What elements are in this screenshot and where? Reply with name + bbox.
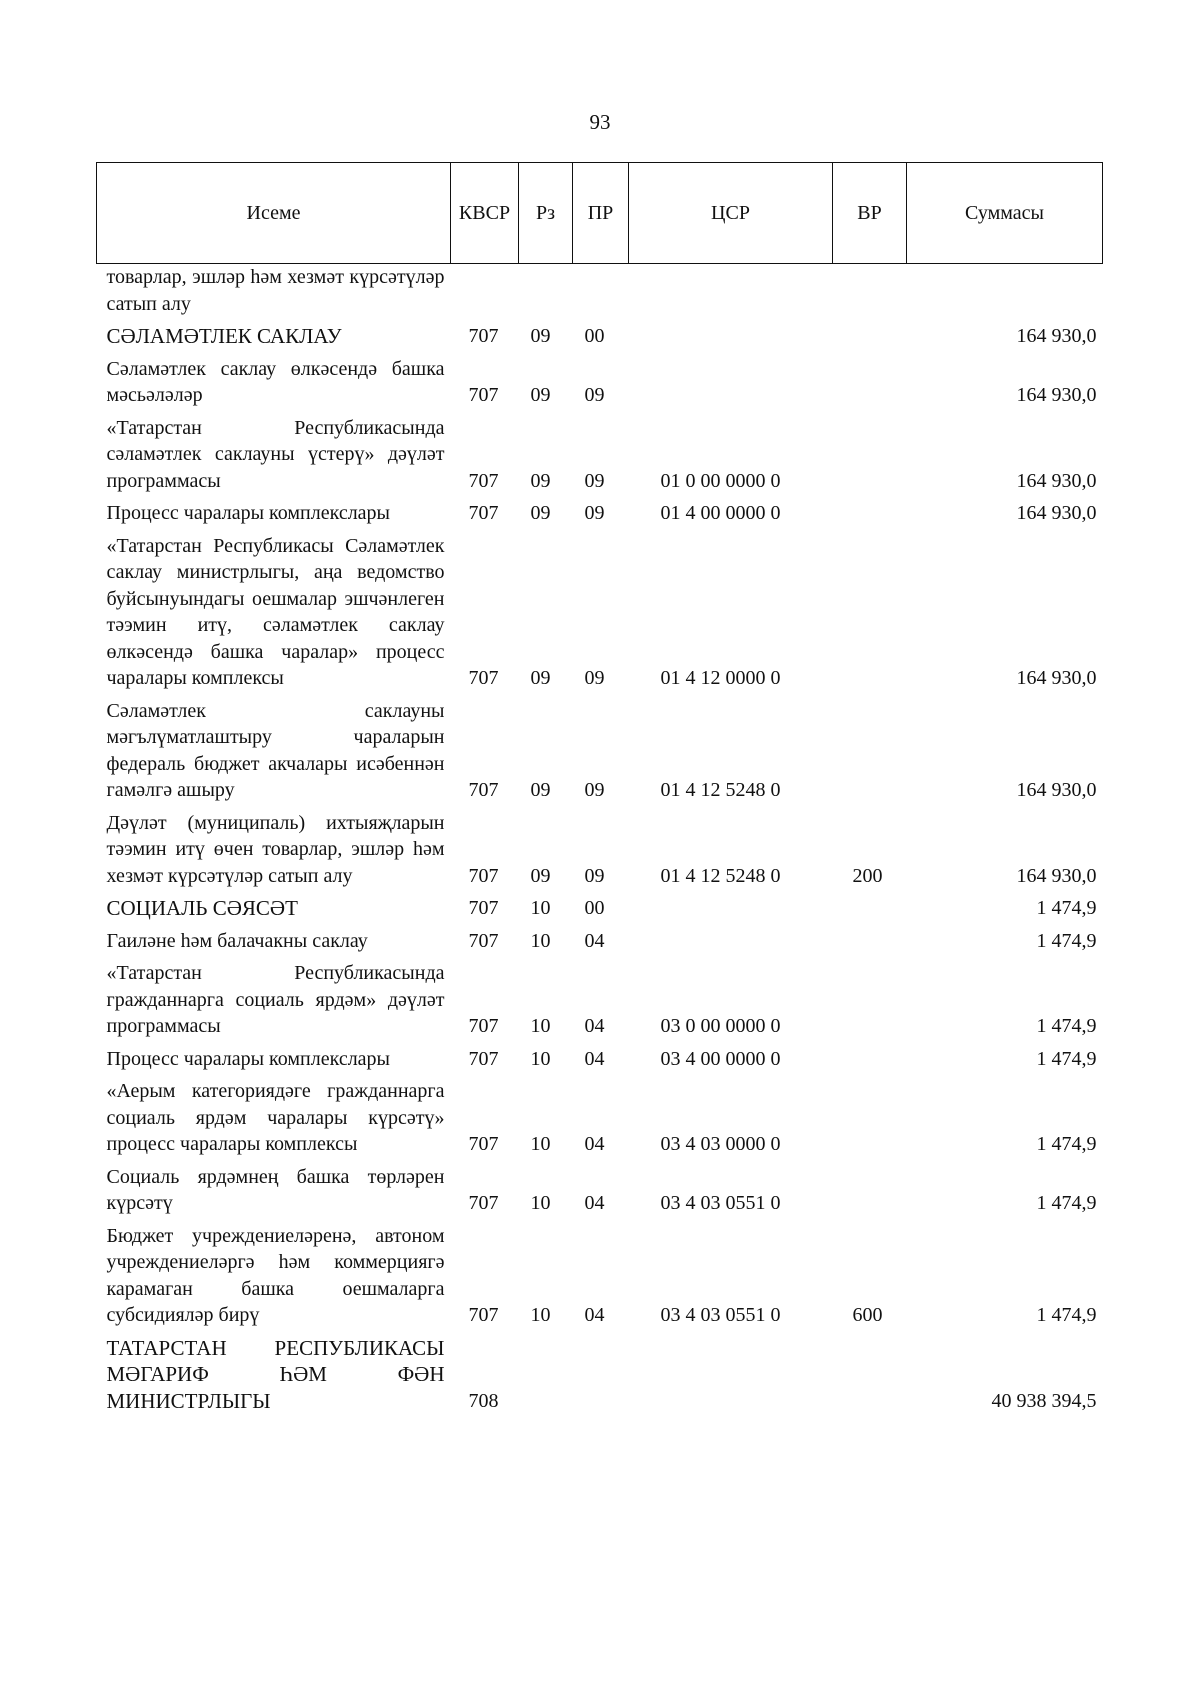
table-row [97,810,1103,896]
row-kvsr: 707 [468,779,499,801]
row-pr: 04 [584,1192,605,1214]
row-kvsr: 707 [468,1133,499,1155]
row-csr: 03 4 03 0000 0 [660,1133,781,1155]
row-csr [629,895,833,928]
row-sum: 1 474,9 [1036,1304,1097,1326]
row-rz: 09 [530,384,551,406]
row-vr [833,1164,907,1223]
row-rz: 09 [530,667,551,689]
row-vr [833,698,907,810]
row-sum: 1 474,9 [1036,1133,1097,1155]
row-rz: 09 [530,502,551,524]
row-kvsr: 707 [468,469,499,492]
row-sum: 164 930,0 [1016,864,1097,887]
row-pr: 09 [584,502,605,524]
row-sum: 1 474,9 [1036,1015,1097,1037]
row-name: Бюджет учреждениеләренә, автоном учреждениеләргә һәм коммерциягә карамаган башка оешмаларга субсидияләр бирү [106,1224,445,1326]
row-pr: 00 [584,325,605,347]
row-pr: 04 [584,1047,605,1070]
row-sum: 1 474,9 [1036,897,1097,919]
header-kvsr: КВСР [451,163,519,264]
row-name: Гаиләне һәм балачакны саклау [106,929,368,952]
table-row [97,1223,1103,1335]
row-rz: 10 [530,1192,551,1214]
row-pr: 09 [584,779,605,801]
row-sum: 1 474,9 [1036,929,1097,952]
row-csr [629,356,833,415]
table-row [97,415,1103,501]
row-kvsr: 707 [468,325,499,347]
row-name: Сәламәтлек саклау өлкәсендә башка мәсьәләләр [106,357,445,406]
row-kvsr: 707 [468,1047,499,1070]
header-rz: Рз [519,163,573,264]
row-kvsr: 707 [468,864,499,887]
row-csr: 03 0 00 0000 0 [660,1015,781,1037]
table-row [97,1335,1103,1421]
row-vr [833,895,907,928]
row-rz: 10 [530,897,551,919]
table-row [97,1046,1103,1079]
row-sum: 164 930,0 [1016,384,1097,406]
table-row [97,533,1103,698]
row-kvsr: 707 [468,1192,499,1214]
header-pr: ПР [573,163,629,264]
row-csr [629,323,833,356]
row-vr [833,323,907,356]
table-row [97,1078,1103,1164]
header-name: Исеме [97,163,451,264]
row-rz: 09 [530,469,551,492]
table-row [97,698,1103,810]
row-csr [629,264,833,324]
row-csr: 03 4 03 0551 0 [660,1304,781,1326]
row-kvsr: 707 [468,1304,499,1326]
row-name: «Аерым категориядәге гражданнарга социаль ярдәм чаралары күрсәтү» процесс чаралары комплексы [106,1080,445,1155]
page-number: 93 [589,110,611,134]
row-kvsr: 707 [468,929,499,952]
row-pr: 04 [584,1133,605,1155]
row-pr: 04 [584,1304,605,1326]
row-name: Социаль ярдәмнең башка төрләрен күрсәтү [106,1165,445,1214]
row-vr [833,960,907,1046]
row-sum: 164 930,0 [1016,667,1097,689]
row-csr: 03 4 00 0000 0 [660,1047,781,1070]
row-rz: 09 [530,779,551,801]
header-vr: ВР [833,163,907,264]
table-header [97,163,1103,264]
row-pr: 09 [584,469,605,492]
row-sum: 164 930,0 [1016,469,1097,492]
table-body [97,264,1103,1421]
row-rz: 09 [530,864,551,887]
row-kvsr: 707 [468,897,499,919]
row-name: СӘЛАМӘТЛЕК САКЛАУ [106,324,342,348]
row-vr [833,928,907,961]
row-vr [833,533,907,698]
row-kvsr: 708 [468,1389,499,1412]
row-name: Дәүләт (муниципаль) ихтыяҗларын тәэмин итү өчен товарлар, эшләр һәм хезмәт күрсәтүләр сатып алу [106,811,445,887]
row-csr [629,928,833,961]
row-rz [519,1335,573,1421]
row-vr [833,1046,907,1079]
row-kvsr [451,264,519,324]
row-csr: 01 4 12 0000 0 [660,667,781,689]
row-name: «Татарстан Республикасы Сәламәтлек саклау министрлыгы, аңа ведомство буйсынуындагы оешмалар эшчәнлеген тәэмин итү, сәламәтлек саклау өлкәсендә башка чаралар» процесс чаралары комплексы [106,534,445,689]
row-vr: 600 [852,1304,883,1326]
row-name: Процесс чаралары комплекслары [106,502,390,524]
row-vr [833,1335,907,1421]
row-rz: 10 [530,929,551,952]
table-row [97,323,1103,356]
row-name: «Татарстан Республикасында сәламәтлек саклауны үстерү» дәүләт программасы [106,416,445,492]
row-csr: 01 4 12 5248 0 [660,864,781,887]
row-vr [833,264,907,324]
row-vr: 200 [852,864,883,887]
row-rz: 10 [530,1133,551,1155]
row-kvsr: 707 [468,502,499,524]
row-sum: 1 474,9 [1036,1192,1097,1214]
row-name: товарлар, эшләр һәм хезмәт күрсәтүләр сатып алу [106,266,445,315]
row-pr: 04 [584,1015,605,1037]
row-pr [573,1335,629,1421]
budget-table [96,162,1103,1420]
row-name: ТАТАРСТАН РЕСПУБЛИКАСЫ МӘГАРИФ ҺӘМ ФӘН МИНИСТРЛЫГЫ [106,1335,445,1413]
row-sum: 164 930,0 [1016,502,1097,524]
row-csr: 01 0 00 0000 0 [660,469,781,492]
header-csr: ЦСР [629,163,833,264]
table-row [97,264,1103,324]
row-vr [833,1078,907,1164]
row-vr [833,356,907,415]
row-csr: 01 4 12 5248 0 [660,779,781,801]
row-csr: 01 4 00 0000 0 [660,502,781,524]
row-pr: 09 [584,667,605,689]
row-kvsr: 707 [468,1015,499,1037]
table-row [97,928,1103,961]
row-pr [573,264,629,324]
row-sum: 164 930,0 [1016,325,1097,347]
row-pr: 09 [584,864,605,887]
row-vr [833,500,907,533]
table-row [97,500,1103,533]
row-rz: 10 [530,1304,551,1326]
row-sum: 40 938 394,5 [991,1389,1097,1412]
row-sum: 164 930,0 [1016,779,1097,801]
row-sum [907,264,1103,324]
row-name: СОЦИАЛЬ СӘЯСӘТ [106,896,298,920]
row-name: «Татарстан Республикасында гражданнарга социаль ярдәм» дәүләт программасы [106,962,445,1037]
table-row [97,356,1103,415]
row-rz: 10 [530,1047,551,1070]
table-row [97,1164,1103,1223]
row-csr [629,1335,833,1421]
table-row [97,960,1103,1046]
row-kvsr: 707 [468,667,499,689]
row-rz: 09 [530,325,551,347]
row-pr: 09 [584,384,605,406]
table-row [97,895,1103,928]
budget-table-container [96,162,1102,1420]
row-rz [519,264,573,324]
row-pr: 00 [584,897,605,919]
header-sum: Суммасы [907,163,1103,264]
row-vr [833,415,907,501]
row-name: Сәламәтлек саклауны мәгълүматлаштыру чараларын федераль бюджет акчалары исәбеннән гамәлгә ашыру [106,699,445,801]
row-pr: 04 [584,929,605,952]
row-rz: 10 [530,1015,551,1037]
header-row [97,163,1103,264]
row-csr: 03 4 03 0551 0 [660,1192,781,1214]
row-sum: 1 474,9 [1036,1047,1097,1070]
row-name: Процесс чаралары комплекслары [106,1047,390,1070]
row-kvsr: 707 [468,384,499,406]
